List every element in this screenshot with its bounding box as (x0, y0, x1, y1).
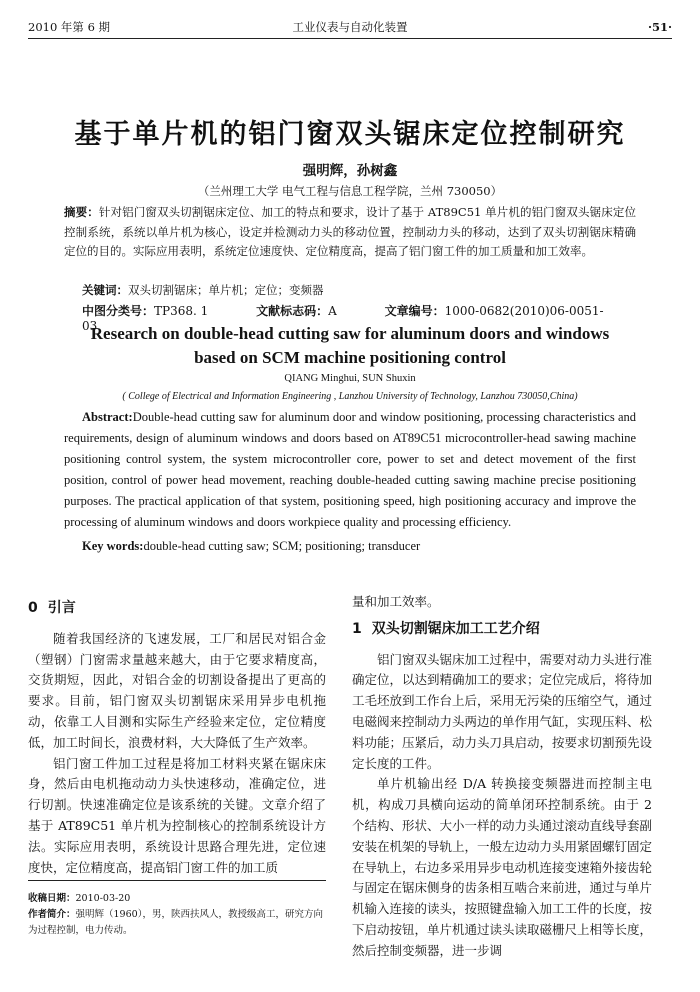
document-code: 文献标志码：A (256, 304, 337, 318)
keywords-en-label: Key words: (82, 539, 144, 553)
intro-paragraph-1: 随着我国经济的飞速发展，工厂和居民对铝合金（塑钢）门窗需求量越来越大，由于它要求精度高，交货期短，因此，对铝合金的切割设备提出了更高的要求。目前，铝门窗双头切割锯床采用异步电机拖动，依靠工人目测和实际生产经验来定位，定位精度低，加工时间长，浪费材料，大大降低了生产效率。 (28, 630, 326, 750)
keywords-cn-label: 关键词： (82, 283, 128, 297)
title-en-line-2: based on SCM machine positioning control (194, 348, 506, 367)
authors-cn: 强明辉，孙树鑫 (302, 163, 398, 179)
affiliation-cn: （兰州理工大学 电气工程与信息工程学院，兰州 730050） (197, 184, 503, 198)
intro-continuation: 量和加工效率。 (352, 594, 440, 609)
author-bio: 作者简介：强明辉（1960），男，陕西扶风人，教授级高工，研究方向为过程控制，电力传动。 (28, 909, 323, 936)
intro-paragraph-2: 铝门窗工件加工过程是将加工材料夹紧在锯床床身，然后由电机拖动动力头快速移动，准确定位，进行切割。快速准确定位是该系统的关键。文章介绍了基于 AT89C51 单片机为控制核心的控制系统设计方法。实际应用表明，系统设计思路合理先进，定位速度快，定位精度高，提高铝门窗工件的加工质 (28, 755, 326, 875)
affiliation-en: ( College of Electrical and Information Engineering , Lanzhou University of Technology, Lanzhou 730050,China) (122, 391, 578, 402)
journal-name: 工业仪表与自动化装置 (292, 20, 408, 34)
authors-en: QIANG Minghui, SUN Shuxin (284, 373, 416, 384)
abstract-en-text: Double-head cutting saw for aluminum door and window positioning, processing characteristics and requirements, design of aluminum windows and doors based on AT89C51 microcontroller-head sawing machine positioning control system, the system microcontroller core, power to set and detect movement of the first position, control of power head movement, reaching double-headed cutting sawing machine precise positioning purposes. The practical application of that system, positioning speed, high positioning accuracy and improve the processing of aluminum windows and doors workpiece quality and processing efficiency. (64, 410, 636, 529)
paper-title-cn: 基于单片机的铝门窗双头锯床定位控制研究 (74, 119, 626, 150)
clc-number: 中图分类号：TP368. 1 (82, 304, 209, 318)
abstract-en (64, 407, 636, 533)
process-paragraph-2: 单片机输出经 D/A 转换接变频器进而控制主电机，构成刀具横向运动的简单闭环控制系统。由于 2 个结构、形状、大小一样的动力头通过滚动直线导套副安装在机架的导轨上，一般左边动力头用紧固螺钉固定在导轨上，右边多采用异步电动机连接变速箱外接齿轮与固定在锯床侧身的齿条相互啮合来前进，通过与单片机输入连接的读头，按照键盘输入加工工件的长度，按下启动按钮，单片机通过读头读取磁栅尺上相等长度，然后控制变频器，进一步调 (352, 776, 653, 958)
right-column (352, 592, 652, 962)
abstract-cn-text: 针对铝门窗双头切割锯床定位、加工的特点和要求，设计了基于 AT89C51 单片机的铝门窗双头锯床定位控制系统，系统以单片机为核心，设定并检测动力头的移动位置，控制动力头的移动，达到了双头切割锯床精确定位的目的。实际应用表明，系统定位速度快、定位精度高，提高了铝门窗工件的加工质量和加工效率。 (64, 205, 637, 258)
process-paragraph-1: 铝门窗双头锯床加工过程中，需要对动力头进行准确定位，以达到精确加工的要求；定位完成后，将待加工毛坯放到工作台上后，采用无污染的压缩空气，通过电磁阀来控制动力头两边的单作用气缸，实现压料、松料功能；压紧后，动力头刀具启动，按要求切割预先设定长度的工件。 (352, 651, 653, 771)
paper-title-en (0, 322, 700, 370)
article-number: 文章编号：1000-0682(2010)06-0051-03 (82, 304, 604, 333)
footnote (28, 880, 326, 939)
section-heading-intro: 0 引言 (28, 600, 76, 616)
received-date: 收稿日期：2010-03-20 (28, 893, 131, 904)
running-header (28, 16, 672, 39)
title-en-line-1: Research on double-head cutting saw for aluminum doors and windows (90, 324, 610, 343)
keywords-en-text: double-head cutting saw; SCM; positioning; transducer (143, 539, 421, 553)
keywords-en (82, 539, 636, 554)
left-column (28, 592, 326, 878)
issue-label: 2010 年第 6 期 (28, 20, 111, 34)
abstract-en-label: Abstract: (82, 410, 133, 424)
section-heading-process: 1 双头切割锯床加工工艺介绍 (352, 620, 540, 637)
abstract-cn-label: 摘要： (64, 205, 99, 219)
keywords-cn (82, 282, 636, 298)
abstract-cn (64, 203, 636, 262)
page-number: ·51· (647, 20, 672, 34)
keywords-cn-text: 双头切割锯床；单片机；定位；变频器 (128, 283, 324, 297)
